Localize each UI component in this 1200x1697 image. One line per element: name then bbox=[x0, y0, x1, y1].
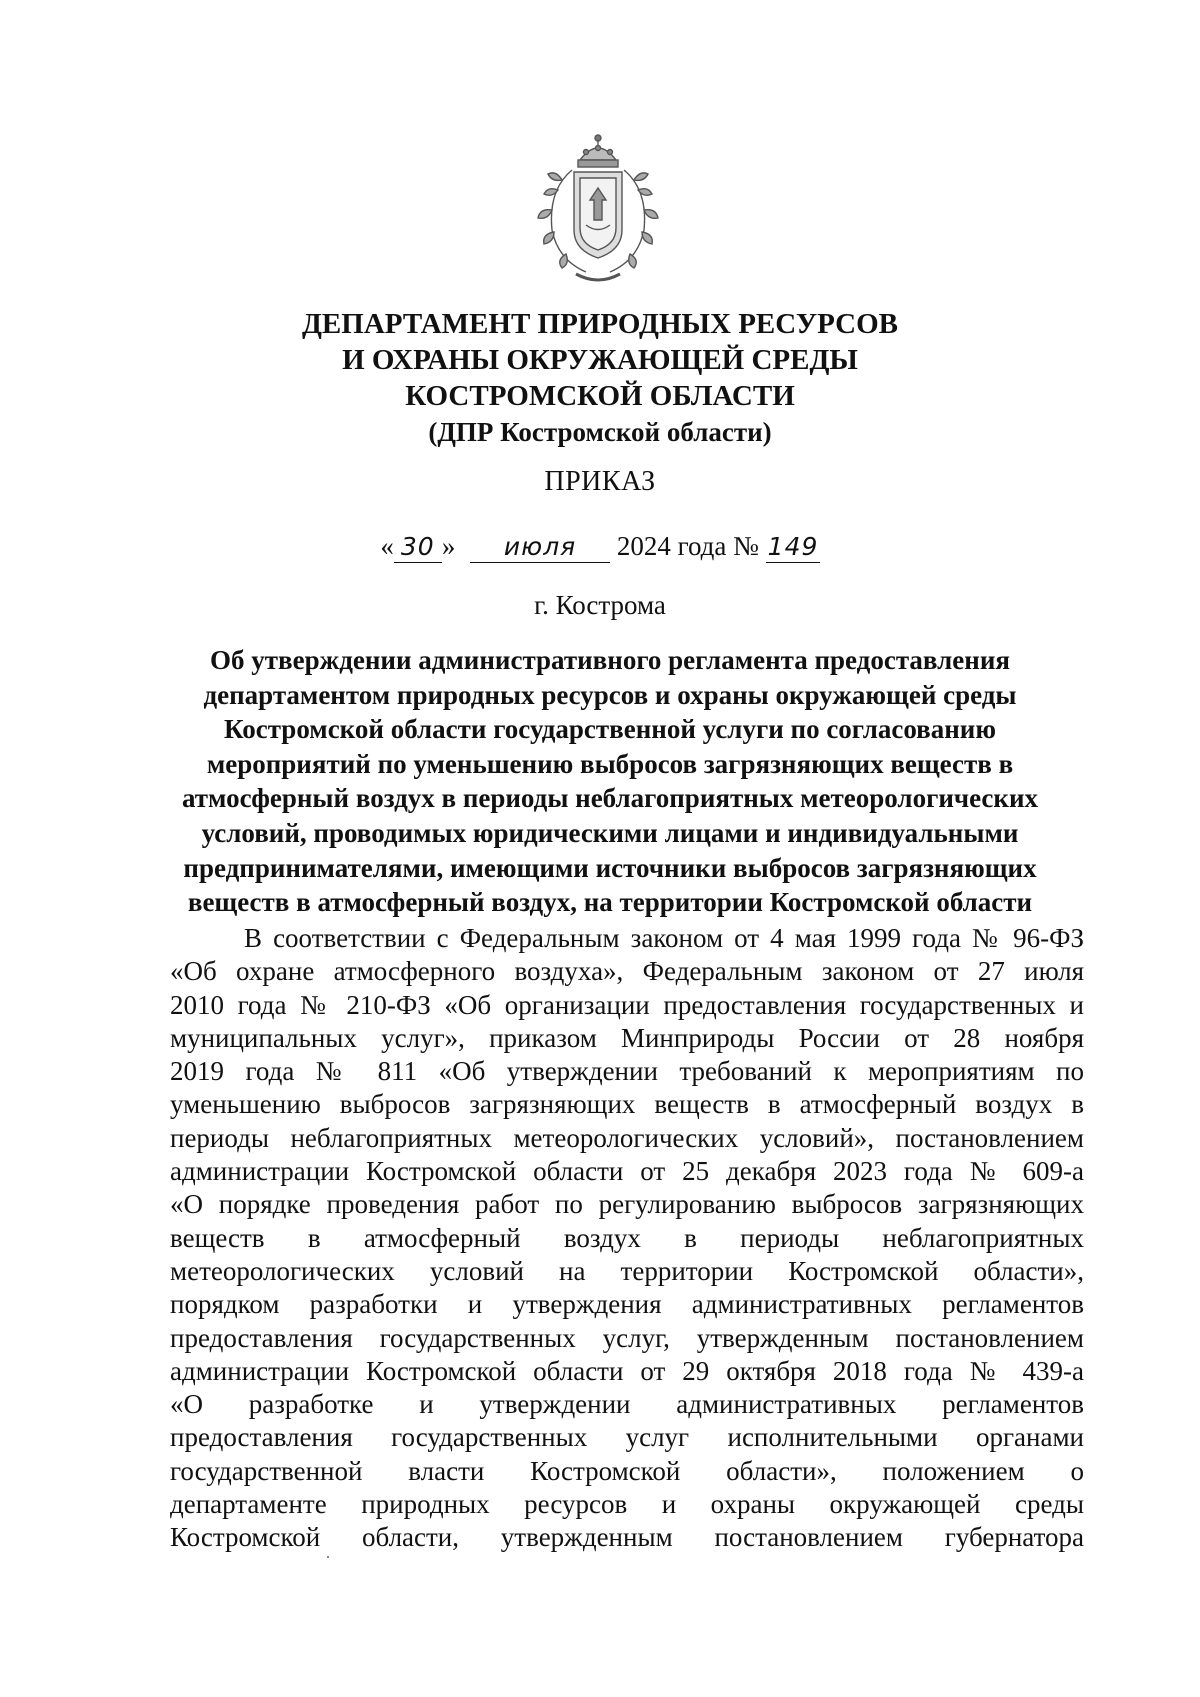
body-line: администрации Костромской области от 29 октября 2018 года № 439-а bbox=[170, 1355, 1084, 1386]
body-line: 2010 года № 210-ФЗ «Об организации предоставления государственных и bbox=[170, 989, 1084, 1020]
body-line: Костромской области, утвержденным постановлением губернатора bbox=[170, 1522, 1084, 1553]
quote-close: » bbox=[441, 531, 456, 561]
order-number: 149 bbox=[767, 532, 819, 561]
coat-of-arms-icon bbox=[528, 130, 668, 290]
order-day: 30 bbox=[394, 532, 442, 563]
department-line-2: И ОХРАНЫ ОКРУЖАЮЩЕЙ СРЕДЫ bbox=[342, 344, 858, 376]
department-line-1: ДЕПАРТАМЕНТ ПРИРОДНЫХ РЕСУРСОВ bbox=[301, 308, 899, 340]
order-city: г. Кострома bbox=[534, 590, 666, 620]
body-paragraph bbox=[170, 922, 1084, 1555]
body-line: метеорологических условий на территории Костромской области», bbox=[170, 1255, 1084, 1286]
subject-line: атмосферный воздух в периоды неблагоприятных метеорологических bbox=[181, 783, 1039, 814]
body-line: уменьшению выбросов загрязняющих веществ в атмосферный воздух в bbox=[170, 1089, 1084, 1120]
order-year-text: 2024 года № bbox=[616, 531, 759, 561]
order-date-line bbox=[0, 531, 1200, 563]
body-line: «О порядке проведения работ по регулированию выбросов загрязняющих bbox=[170, 1189, 1084, 1220]
subject-line: условий, проводимых юридическими лицами и индивидуальными bbox=[201, 817, 1019, 848]
body-line: периоды неблагоприятных метеорологических условий», постановлением bbox=[170, 1122, 1084, 1153]
body-line: порядком разработки и утверждения административных регламентов bbox=[170, 1289, 1084, 1320]
body-line: В соответствии с Федеральным законом от 4 мая 1999 года № 96-ФЗ bbox=[244, 923, 1084, 953]
subject-line: веществ в атмосферный воздух, на территории Костромской области bbox=[187, 887, 1033, 918]
subject-line: Об утверждении административного регламента предоставления bbox=[210, 645, 1010, 675]
subject-line: мероприятий по уменьшению выбросов загрязняющих веществ в bbox=[206, 748, 1014, 779]
department-short-name: (ДПР Костромской области) bbox=[428, 417, 772, 447]
department-line-3: КОСТРОМСКОЙ ОБЛАСТИ bbox=[405, 380, 795, 412]
body-line: 2019 года № 811 «Об утверждении требований к мероприятиям по bbox=[170, 1056, 1084, 1087]
body-line: «Об охране атмосферного воздуха», Федеральным законом от 27 июля bbox=[170, 956, 1084, 987]
body-line: предоставления государственных услуг исполнительными органами bbox=[170, 1422, 1084, 1453]
quote-open: « bbox=[380, 531, 394, 561]
order-month: июля bbox=[470, 532, 610, 563]
body-line: веществ в атмосферный воздух в периоды неблагоприятных bbox=[170, 1222, 1084, 1253]
order-title: ПРИКАЗ bbox=[544, 466, 656, 497]
scan-speck bbox=[327, 1556, 329, 1558]
subject-line: Костромской области государственной услуги по согласованию bbox=[224, 714, 996, 745]
subject-line: предпринимателями, имеющими источники выбросов загрязняющих bbox=[183, 852, 1037, 883]
body-line: администрации Костромской области от 25 декабря 2023 года № 609-а bbox=[170, 1156, 1084, 1187]
order-subject bbox=[150, 643, 1070, 920]
body-line: департаменте природных ресурсов и охраны окружающей среды bbox=[170, 1489, 1084, 1520]
body-line: муниципальных услуг», приказом Минприроды России от 28 ноября bbox=[170, 1022, 1084, 1053]
body-line: предоставления государственных услуг, утвержденным постановлением bbox=[170, 1322, 1084, 1353]
body-line: «О разработке и утверждении административных регламентов bbox=[170, 1389, 1084, 1420]
subject-line: департаментом природных ресурсов и охраны окружающей среды bbox=[203, 679, 1017, 710]
body-line: государственной власти Костромской области», положением о bbox=[170, 1455, 1084, 1486]
department-name bbox=[0, 306, 1200, 450]
